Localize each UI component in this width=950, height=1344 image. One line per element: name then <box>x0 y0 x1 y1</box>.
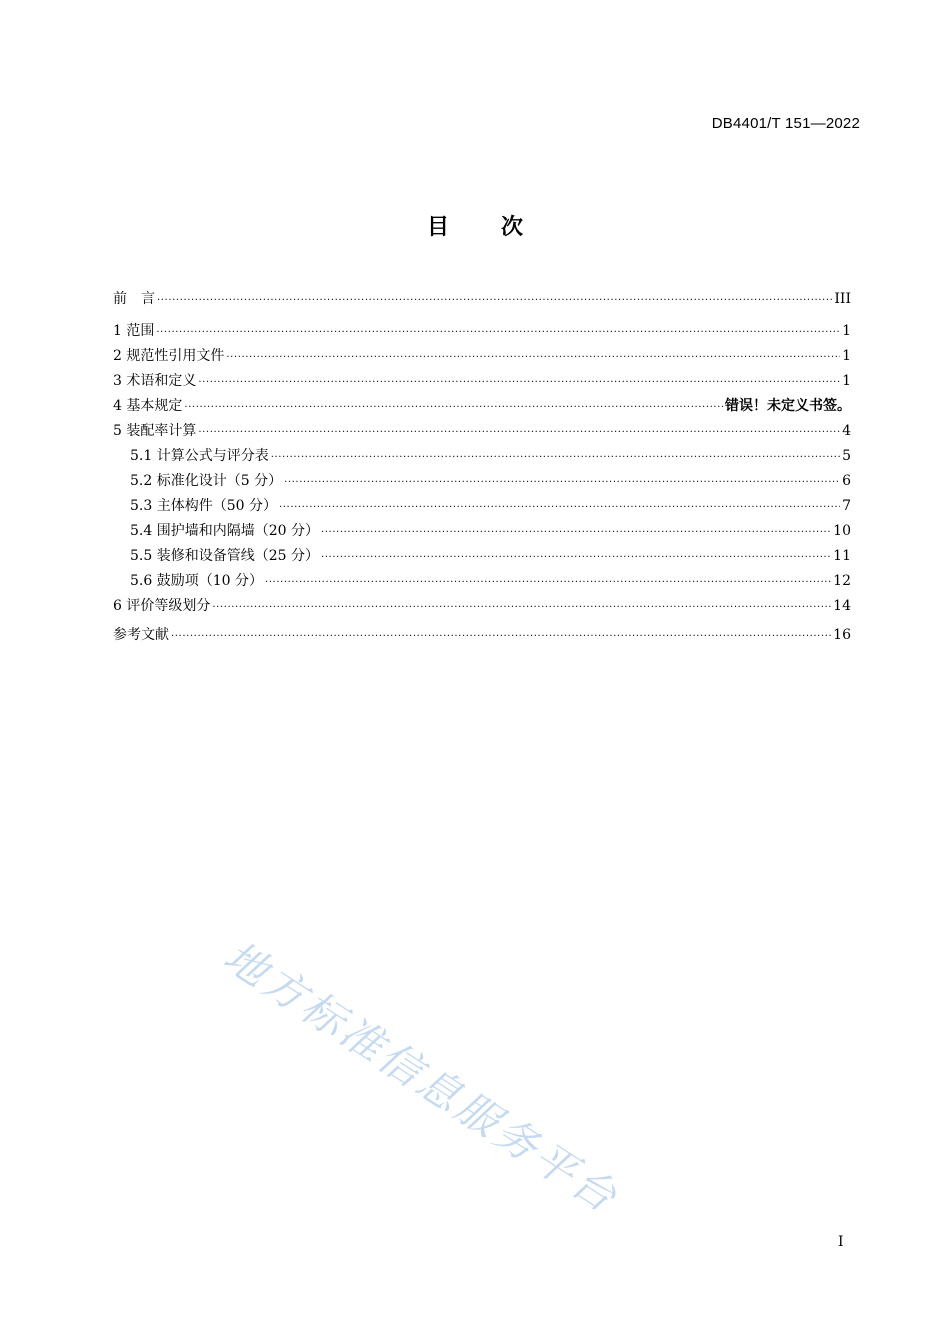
toc-leader-dots <box>284 473 840 487</box>
toc-entry-foreword[interactable] <box>113 289 851 309</box>
toc-entry-5-1[interactable] <box>130 446 851 466</box>
toc-leader-dots <box>156 323 840 337</box>
toc-entry-5-2[interactable] <box>130 471 851 491</box>
toc-entry-page: 1 <box>842 348 851 364</box>
toc-entry-label: 5 装配率计算 <box>113 423 197 439</box>
toc-entry-normative-references[interactable] <box>113 346 851 366</box>
page-title: 目次 <box>426 215 575 240</box>
toc-leader-dots <box>321 523 831 537</box>
toc-entry-scope[interactable] <box>113 321 851 341</box>
toc-entry-5-5[interactable] <box>130 546 851 566</box>
toc-entry-label: 5.2 标准化设计（5 分） <box>130 473 283 489</box>
toc-entry-page: 10 <box>833 523 851 539</box>
toc-leader-dots <box>171 627 831 641</box>
toc-entry-label: 3 术语和定义 <box>113 373 197 389</box>
toc-entry-5-4[interactable] <box>130 521 851 541</box>
toc-entry-label: 5.1 计算公式与评分表 <box>130 448 269 464</box>
toc-leader-dots <box>271 448 840 462</box>
toc-entry-page: 16 <box>833 627 851 643</box>
toc-leader-dots <box>321 548 831 562</box>
toc-entry-label: 5.4 围护墙和内隔墙（20 分） <box>130 523 319 539</box>
toc-entry-5-3[interactable] <box>130 496 851 516</box>
page-number: I <box>838 1234 844 1250</box>
toc-entry-label: 5.3 主体构件（50 分） <box>130 498 277 514</box>
toc-entry-bibliography[interactable] <box>113 625 851 645</box>
toc-leader-dots <box>157 291 832 305</box>
toc-leader-dots <box>212 598 831 612</box>
toc-entry-page: 1 <box>842 373 851 389</box>
toc-entry-page: 12 <box>833 573 851 589</box>
toc-entry-evaluation-grades[interactable] <box>113 596 851 616</box>
toc-leader-dots <box>198 373 840 387</box>
toc-leader-dots <box>226 348 840 362</box>
toc-leader-dots <box>279 498 840 512</box>
watermark: 地方标准信息服务平台 <box>215 931 628 1224</box>
toc-entry-label: 5.6 鼓励项（10 分） <box>130 573 263 589</box>
toc-entry-label: 1 范围 <box>113 323 155 339</box>
toc-entry-label: 5.5 装修和设备管线（25 分） <box>130 548 319 564</box>
toc-entry-page-error: 错误！未定义书签。 <box>725 398 851 414</box>
toc-entry-assembly-rate[interactable] <box>113 421 851 441</box>
toc-entry-page: 5 <box>842 448 851 464</box>
document-code: DB4401/T 151—2022 <box>711 115 860 132</box>
toc-entry-label: 4 基本规定 <box>113 398 183 414</box>
toc-entry-page: III <box>834 291 851 307</box>
toc-entry-page: 6 <box>842 473 851 489</box>
toc-entry-label: 2 规范性引用文件 <box>113 348 225 364</box>
toc-leader-dots <box>265 573 831 587</box>
toc-entry-terms-definitions[interactable] <box>113 371 851 391</box>
toc-entry-page: 14 <box>833 598 851 614</box>
toc-entry-page: 7 <box>842 498 851 514</box>
toc-entry-label: 6 评价等级划分 <box>113 598 211 614</box>
toc-entry-5-6[interactable] <box>130 571 851 591</box>
toc-entry-page: 4 <box>842 423 851 439</box>
toc-entry-page: 11 <box>833 548 851 564</box>
toc-entry-label: 前 言 <box>113 291 155 307</box>
toc-leader-dots <box>198 423 840 437</box>
toc-entry-label: 参考文献 <box>113 627 169 643</box>
toc-leader-dots <box>184 398 725 412</box>
toc-entry-page: 1 <box>842 323 851 339</box>
toc-entry-basic-provisions[interactable] <box>113 396 851 416</box>
